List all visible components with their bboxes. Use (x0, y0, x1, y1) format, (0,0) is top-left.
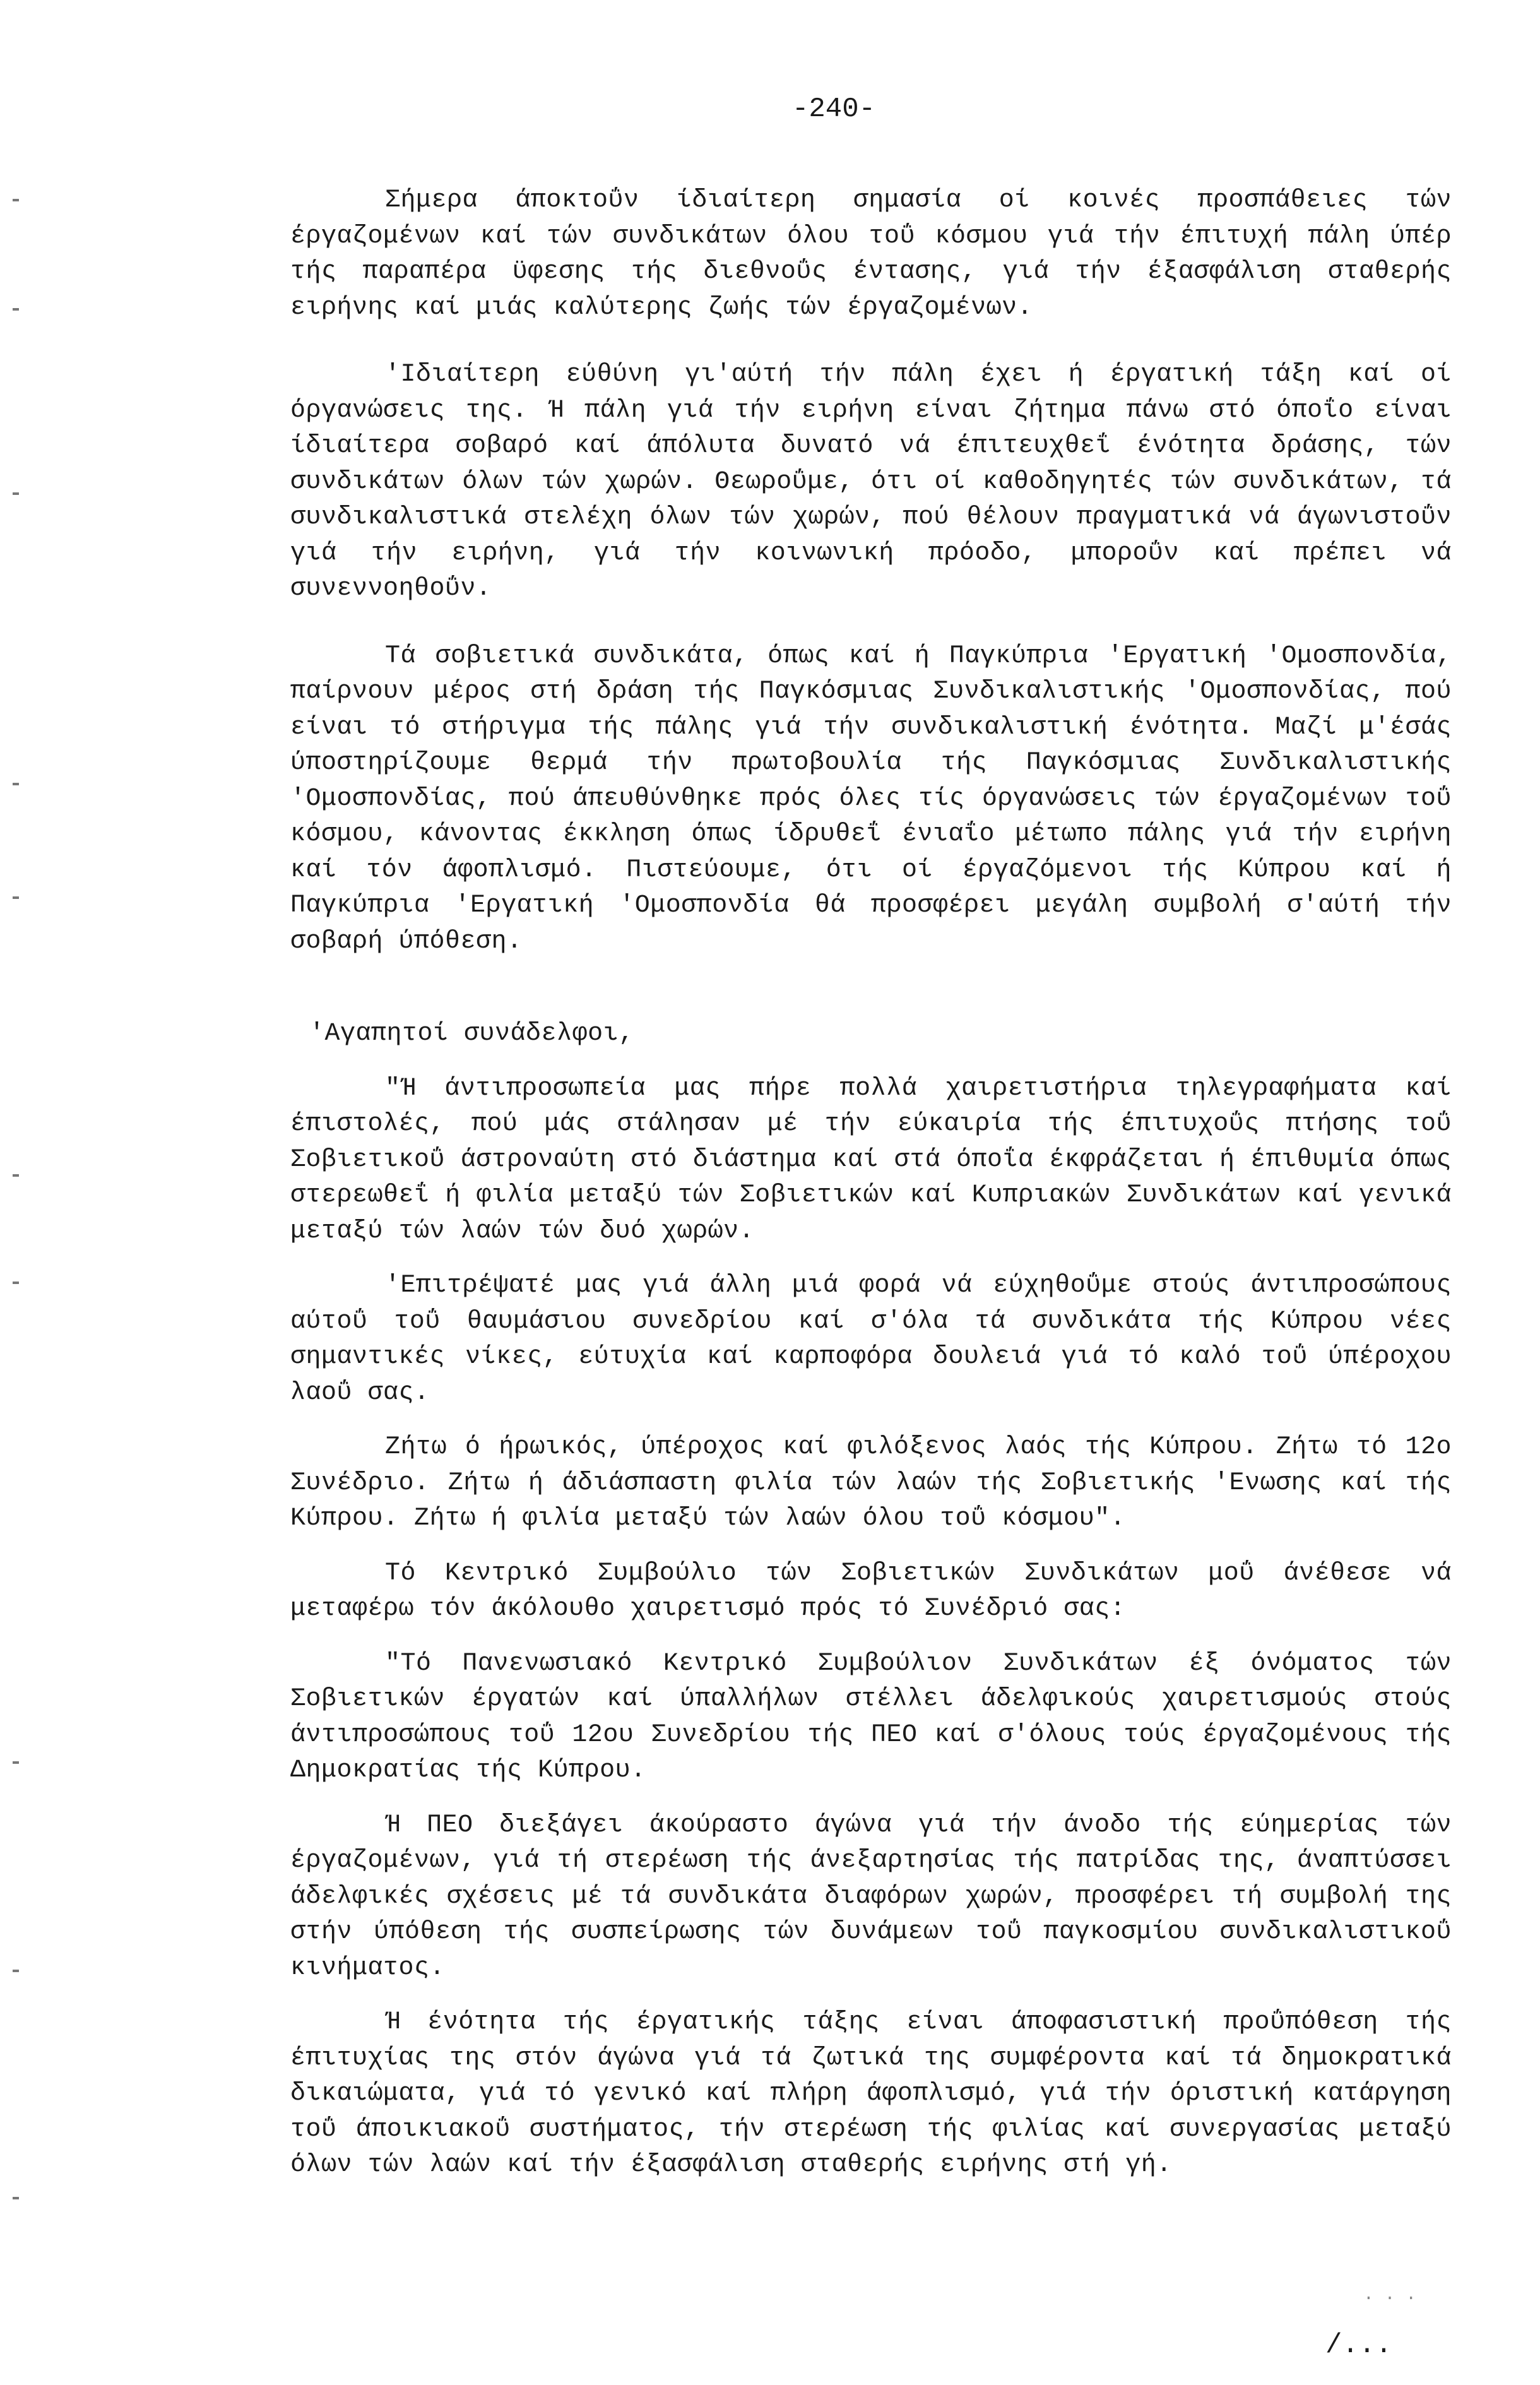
quoted-paragraph: Ζήτω ό ήρωικός, ύπέροχος καί φιλόξενος λαός τής Κύπρου. Ζήτω τό 12ο Συνέδριο. Ζήτω ή άδιάσπαστη φιλία τών λαών τής Σοβιετικής 'Ενωσης καί τής Κύπρου. Ζήτω ή φιλία μεταξύ τών λαών όλου τοΰ κόσμου". (290, 1433, 1452, 1533)
margin-tick (13, 492, 19, 495)
margin-tick (13, 783, 19, 785)
margin-tick (13, 2197, 19, 2199)
paragraph: Τά σοβιετικά συνδικάτα, όπως καί ή Παγκύπρια 'Εργατική 'Ομοσπονδία, παίρνουν μέρος στή δράση τής Παγκόσμιας Συνδικαλιστικής 'Ομοσπονδίας, πού είναι τό στήριγμα τής πάλης γιά τήν συνδικαλιστική ένότητα. Μαζί μ'έσάς ύποστηρίζουμε θερμά τήν πρωτοβουλία τής Παγκόσμιας Συνδικαλιστικής 'Ομοσπονδίας, πού άπευθύνθηκε πρός όλες τίς όργανώσεις τών έργαζομένων τοΰ κόσμου, κάνοντας έκκληση όπως ίδρυθεΐ ένιαΐο μέτωπο πάλης γιά τήν ειρήνη καί τόν άφοπλισμό. Πιστεύουμε, ότι οί έργαζόμενοι τής Κύπρου καί ή Παγκύπρια 'Εργατική 'Ομοσπονδία θά προσφέρει μεγάλη συμβολή σ'αύτή τήν σοβαρή ύπόθεση. (290, 641, 1452, 956)
margin-tick (13, 1282, 19, 1284)
document-body (290, 183, 1452, 2184)
quoted-paragraph: "Τό Πανενωσιακό Κεντρικό Συμβούλιον Συνδικάτων έξ όνόματος τών Σοβιετικών έργατών καί ύπαλλήλων στέλλει άδελφικούς χαιρετισμούς στούς άντιπροσώπους τοΰ 12ου Συνεδρίου τής ΠΕΟ καί σ'όλους τούς έργαζομένους τής Δημοκρατίας τής Κύπρου. (290, 1649, 1452, 1785)
quoted-paragraph: "Ή άντιπροσωπεία μας πήρε πολλά χαιρετιστήρια τηλεγραφήματα καί έπιστολές, πού μάς στάλησαν μέ τήν εύκαιρία τής έπιτυχοΰς πτήσης τοΰ Σοβιετικοΰ άστροναύτη στό διάστημα καί στά όποΐα έκφράζεται ή έπιθυμία όπως στερεωθεΐ ή φιλία μεταξύ τών Σοβιετικών καί Κυπριακών Συνδικάτων καί γενικά μεταξύ τών λαών τών δυό χωρών. (290, 1074, 1452, 1246)
paragraph: 'Ιδιαίτερη εύθύνη γι'αύτή τήν πάλη έχει ή έργατική τάξη καί οί όργανώσεις της. Ή πάλη γιά τήν ειρήνη είναι ζήτημα πάνω στό όποΐο είναι ίδιαίτερα σοβαρό καί άπόλυτα δυνατό νά έπιτευχθεΐ ένότητα δράσης, τών συνδικάτων όλων τών χωρών. Θεωροΰμε, ότι οί καθοδηγητές τών συνδικάτων, τά συνδικαλιστικά στελέχη όλων τών χωρών, πού θέλουν πραγματικά νά άγωνιστοΰν γιά τήν ειρήνη, γιά τήν κοινωνική πρόοδο, μποροΰν καί πρέπει νά συνεννοηθοΰν. (290, 360, 1452, 603)
margin-tick (13, 1761, 19, 1764)
salutation: 'Αγαπητοί συνάδελφοι, (309, 1020, 634, 1048)
quoted-paragraph: Ή ΠΕΟ διεξάγει άκούραστο άγώνα γιά τήν άνοδο τής εύημερίας τών έργαζομένων, γιά τή στερέωση τής άνεξαρτησίας τής πατρίδας της, άναπτύσσει άδελφικές σχέσεις μέ τά συνδικάτα διαφόρων χωρών, προσφέρει τή συμβολή της στήν ύπόθεση τής συσπείρωσης τών δυνάμεων τοΰ παγκοσμίου συνδικαλιστικοΰ κινήματος. (290, 1811, 1452, 1982)
margin-tick (13, 1174, 19, 1177)
margin-tick (13, 896, 19, 899)
quoted-paragraph: Τό Κεντρικό Συμβούλιο τών Σοβιετικών Συνδικάτων μοΰ άνέθεσε νά μεταφέρω τόν άκόλουθο χαιρετισμό πρός τό Συνέδριό σας: (290, 1559, 1452, 1623)
margin-tick (13, 199, 19, 201)
ellipsis-mark: . . . (1363, 2285, 1417, 2305)
quoted-paragraph: Ή ένότητα τής έργατικής τάξης είναι άποφασιστική προΰπόθεση τής έπιτυχίας της στόν άγώνα γιά τά ζωτικά της συμφέροντα καί τά δημοκρατικά δικαιώματα, γιά τό γενικό καί πλήρη άφοπλισμό, γιά τήν όριστική κατάργηση τοΰ άποικιακοΰ συστήματος, τήν στερέωση τής φιλίας καί συνεργασίας μεταξύ όλων τών λαών καί τήν έξασφάλιση σταθερής ειρήνης στή γή. (290, 2008, 1452, 2179)
margin-tick (13, 1970, 19, 1972)
page-number: -240- (792, 93, 876, 125)
paragraph: Σήμερα άποκτοΰν ίδιαίτερη σημασία οί κοινές προσπάθειες τών έργαζομένων καί τών συνδικάτων όλου τοΰ κόσμου γιά τήν έπιτυχή πάλη ύπέρ τής παραπέρα ϋφεσης τής διεθνοΰς έντασης, γιά τήν έξασφάλιση σταθερής ειρήνης καί μιάς καλύτερης ζωής τών έργαζομένων. (290, 186, 1452, 322)
continuation-mark: /... (1325, 2329, 1392, 2361)
quoted-paragraph: 'Επιτρέψατέ μας γιά άλλη μιά φορά νά εύχηθοΰμε στούς άντιπροσώπους αύτοΰ τοΰ θαυμάσιου συνεδρίου καί σ'όλα τά συνδικάτα τής Κύπρου νέες σημαντικές νίκες, εύτυχία καί καρποφόρα δουλειά γιά τό καλό τοΰ ύπέροχου λαοΰ σας. (290, 1271, 1452, 1407)
margin-tick (13, 308, 19, 311)
